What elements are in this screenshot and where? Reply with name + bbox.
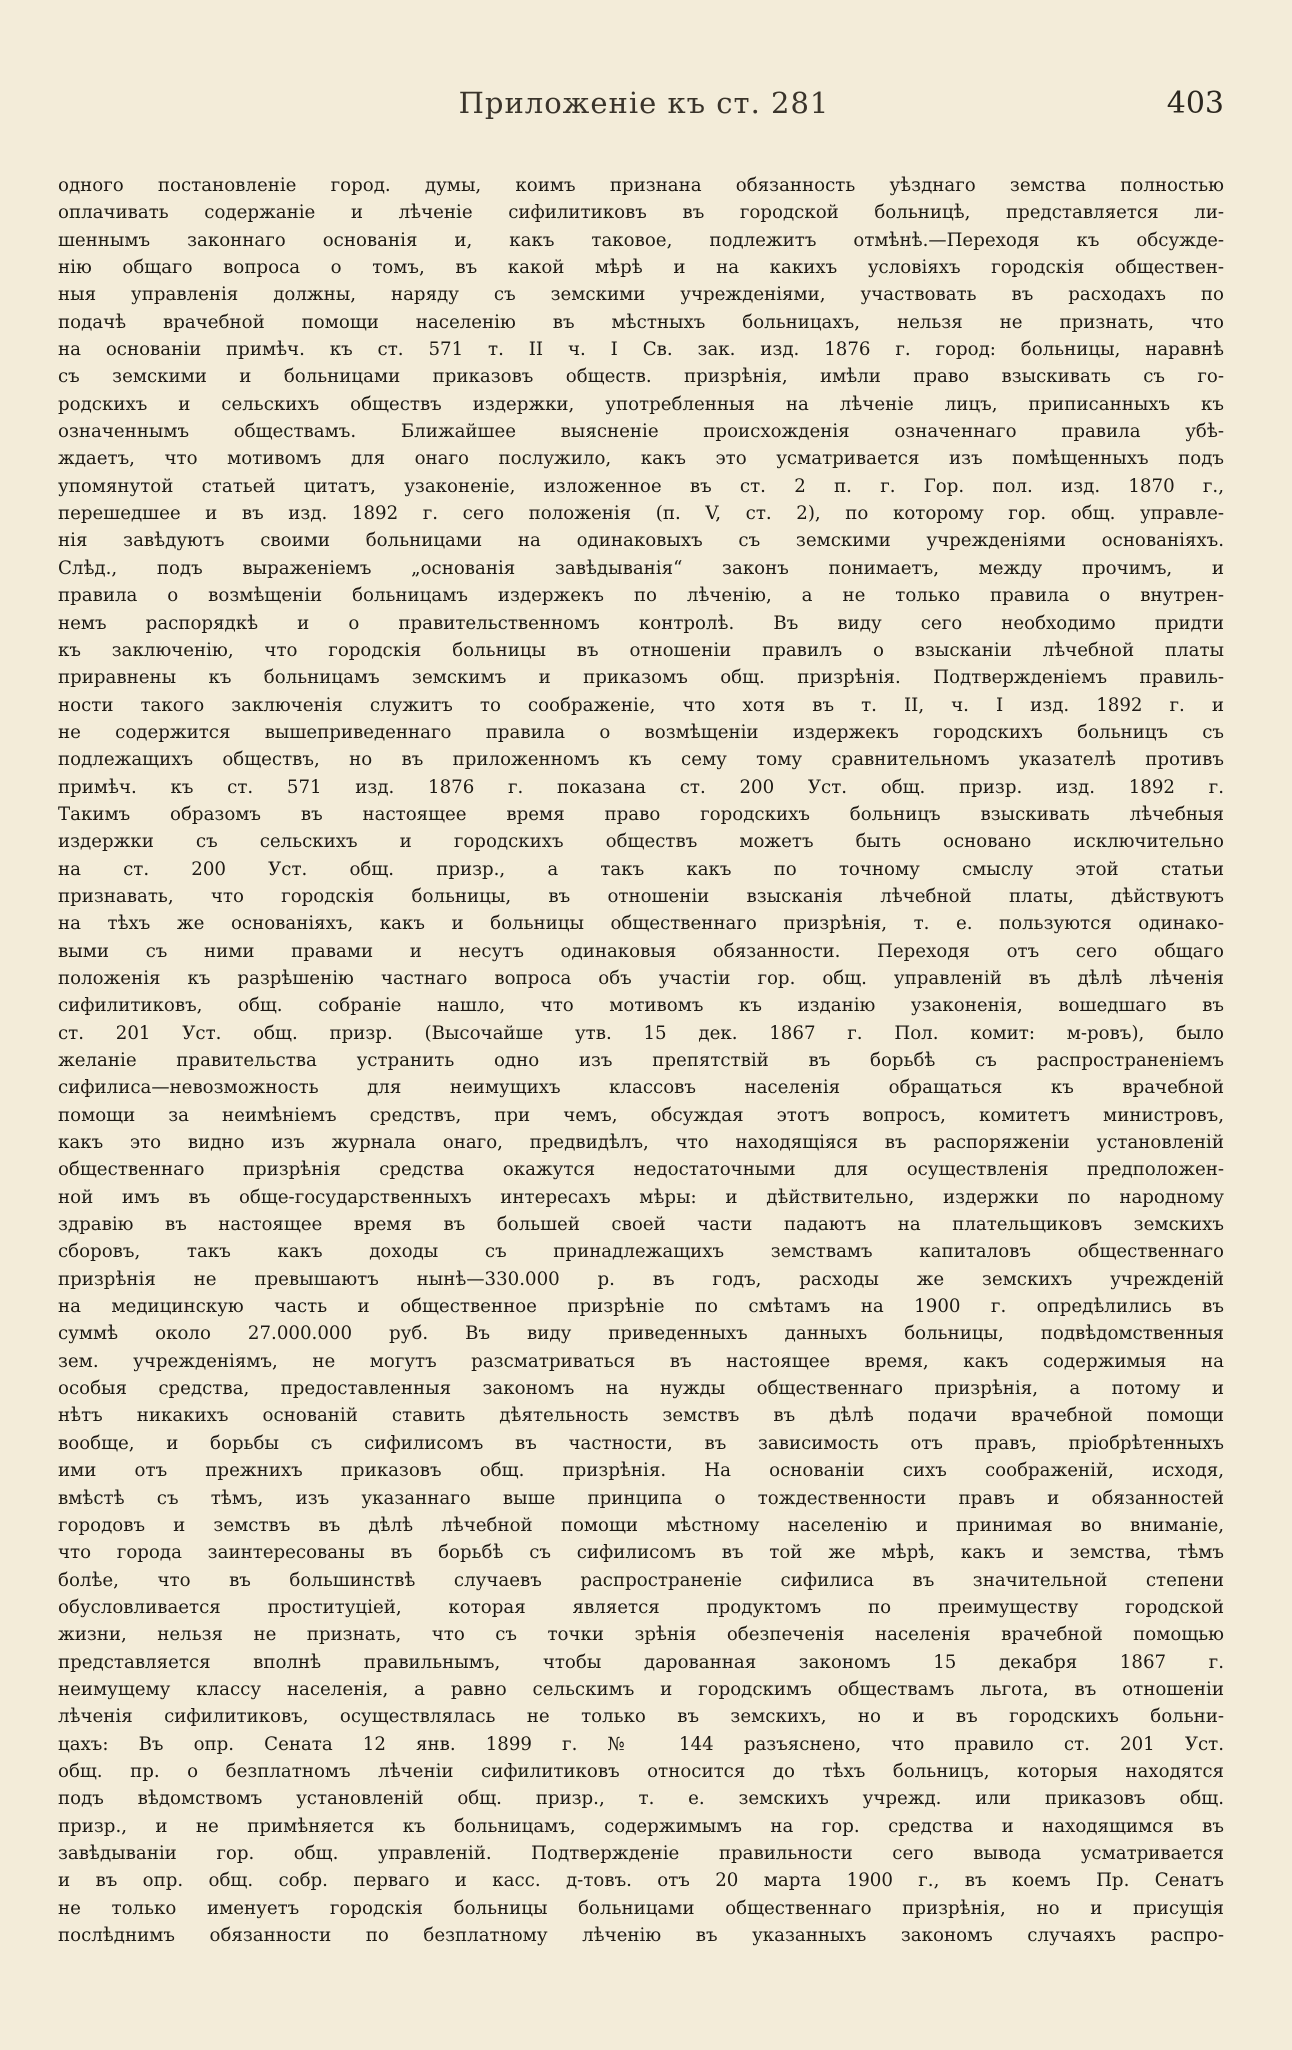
text-line: положенiя къ разрѣшенiю частнаго вопроса объ участiи гор. общ. управленiй въ дѣлѣ лѣченiя <box>58 967 1224 989</box>
text-line: общ. пр. о безплатномъ лѣченiи сифилитиковъ относится до тѣхъ больницъ, которыя находятся <box>58 1760 1224 1782</box>
text-line: городовъ и земствъ въ дѣлѣ лѣчебной помощи мѣстному населенiю и принимая во вниманiе, <box>58 1514 1224 1536</box>
text-line: издержки съ сельскихъ и городскихъ обществъ можетъ быть основано исключительно <box>58 831 1224 853</box>
text-line: подачѣ врачебной помощи населенiю въ мѣстныхъ больницахъ, нельзя не признать, что <box>58 311 1224 333</box>
text-line: Такимъ образомъ въ настоящее время право городскихъ больницъ взыскивать лѣчебныя <box>58 803 1224 825</box>
running-title: Приложенiе къ ст. 281 <box>458 86 830 120</box>
text-line: призр., и не примѣняется къ больницамъ, содержимымъ на гор. средства и находящимся въ <box>58 1815 1224 1837</box>
text-line: на медицинскую часть и общественное призрѣнiе по смѣтамъ на 1900 г. опредѣлились въ <box>58 1296 1224 1318</box>
text-line: подъ вѣдомствомъ установленiй общ. призр., т. е. земскихъ учрежд. или приказовъ общ. <box>58 1788 1224 1810</box>
text-line: какъ это видно изъ журнала онаго, предвидѣлъ, что находящiяся въ распоряженiи установленiй <box>58 1132 1224 1154</box>
text-line: означеннымъ обществамъ. Ближайшее выясненiе происхожденiя означеннаго правила убѣ- <box>58 421 1224 443</box>
text-line: послѣднимъ обязанности по безплатному лѣченiю въ указанныхъ закономъ случаяхъ распро- <box>58 1925 1224 1946</box>
text-line: неимущему классу населенiя, а равно сельскимъ и городскимъ обществамъ льгота, въ отношенiи <box>58 1678 1224 1700</box>
text-line: вмѣстѣ съ тѣмъ, изъ указаннаго выше принципа о тождественности правъ и обязанностей <box>58 1487 1224 1509</box>
text-line: ной имъ въ обще-государственныхъ интересахъ мѣры: и дѣйствительно, издержки по народному <box>58 1186 1224 1208</box>
page-header <box>64 86 1224 132</box>
text-line: на тѣхъ же основанiяхъ, какъ и больницы общественнаго призрѣнiя, т. е. пользуются одинако- <box>58 913 1224 935</box>
text-line: родскихъ и сельскихъ обществъ издержки, употребленныя на лѣченiе лицъ, приписанныхъ къ <box>58 393 1224 415</box>
text-line: общественнаго призрѣнiя средства окажутся недостаточными для осуществленiя предположен- <box>58 1159 1224 1181</box>
text-line: сифилитиковъ, общ. собранiе нашло, что мотивомъ къ изданiю узаконенiя, вошедшаго въ <box>58 995 1224 1017</box>
text-line: съ земскими и больницами приказовъ обществ. призрѣнiя, имѣли право взыскивать съ го- <box>58 366 1224 388</box>
text-line: болѣе, что въ большинствѣ случаевъ распространенiе сифилиса въ значительной степени <box>58 1569 1224 1591</box>
text-line: что города заинтересованы въ борьбѣ съ сифилисомъ въ той же мѣрѣ, какъ и земства, тѣмъ <box>58 1542 1224 1564</box>
text-line: на ст. 200 Уст. общ. призр., а такъ какъ по точному смыслу этой статьи <box>58 858 1224 880</box>
text-line: сифилиса—невозможность для неимущихъ классовъ населенiя обращаться къ врачебной <box>58 1077 1224 1099</box>
text-line: упомянутой статьей цитатъ, узаконенiе, изложенное въ ст. 2 п. г. Гор. пол. изд. 1870 г., <box>58 475 1224 497</box>
text-line: сборовъ, такъ какъ доходы съ принадлежащихъ земствамъ капиталовъ общественнаго <box>58 1241 1224 1263</box>
text-line: ности такого заключенiя служитъ то соображенiе, что хотя въ т. II, ч. I изд. 1892 г. и <box>58 694 1224 716</box>
text-line: лѣченiя сифилитиковъ, осуществлялась не только въ земскихъ, но и въ городскихъ больни- <box>58 1706 1224 1728</box>
text-line: одного постановленiе город. думы, коимъ признана обязанность уѣзднаго земства полностью <box>58 175 1224 196</box>
text-line: ныя управленiя должны, наряду съ земскими учрежденiями, участвовать въ расходахъ по <box>58 284 1224 306</box>
text-line: обусловливается проституцiей, которая является продуктомъ по преимуществу городской <box>58 1596 1224 1618</box>
text-line: суммѣ около 27.000.000 руб. Въ виду приведенныхъ данныхъ больницы, подвѣдомственныя <box>58 1323 1224 1345</box>
text-line: правила о возмѣщенiи больницамъ издержекъ по лѣченiю, а не только правила о внутрен- <box>58 585 1224 607</box>
text-line: признавать, что городскiя больницы, въ отношенiи взысканiя лѣчебной платы, дѣйствуютъ <box>58 885 1224 907</box>
text-line: ст. 201 Уст. общ. призр. (Высочайше утв. 15 дек. 1867 г. Пол. комит: м-ровъ), было <box>58 1022 1224 1044</box>
text-line: немъ распорядкѣ и о правительственномъ контролѣ. Въ виду сего необходимо придти <box>58 612 1224 634</box>
text-line: примѣч. къ ст. 571 изд. 1876 г. показана ст. 200 Уст. общ. призр. изд. 1892 г. <box>58 776 1224 798</box>
page-number: 403 <box>1166 86 1224 121</box>
text-line: на основанiи примѣч. къ ст. 571 т. II ч. I Св. зак. изд. 1876 г. город: больницы, наравнѣ <box>58 339 1224 361</box>
text-line: представляется вполнѣ правильнымъ, чтобы дарованная закономъ 15 декабря 1867 г. <box>58 1651 1224 1673</box>
text-line: нiю общаго вопроса о томъ, въ какой мѣрѣ и на какихъ условiяхъ городскiя обществен- <box>58 257 1224 279</box>
text-line: Слѣд., подъ выраженiемъ „основанiя завѣдыванiя“ законъ понимаетъ, между прочимъ, и <box>58 557 1224 579</box>
text-line: приравнены къ больницамъ земскимъ и приказомъ общ. призрѣнiя. Подтвержденiемъ правиль- <box>58 667 1224 689</box>
text-line: не только именуетъ городскiя больницы больницами общественнаго призрѣнiя, но и присущiя <box>58 1897 1224 1919</box>
text-line: призрѣнiя не превышаютъ нынѣ—330.000 р. въ годъ, расходы же земскихъ учрежденiй <box>58 1268 1224 1290</box>
text-line: ими отъ прежнихъ приказовъ общ. призрѣнiя. На основанiи сихъ соображенiй, исходя, <box>58 1460 1224 1482</box>
text-line: желанiе правительства устранить одно изъ препятствiй въ борьбѣ съ распространенiемъ <box>58 1050 1224 1071</box>
text-line: помощи за неимѣнiемъ средствъ, при чемъ, обсуждая этотъ вопросъ, комитетъ министровъ, <box>58 1104 1224 1126</box>
text-line: не содержится вышеприведеннаго правила о возмѣщенiи издержекъ городскихъ больницъ съ <box>58 721 1224 743</box>
text-line: къ заключенiю, что городскiя больницы въ отношенiи правилъ о взысканiи лѣчебной платы <box>58 639 1224 661</box>
text-line: шеннымъ законнаго основанiя и, какъ таковое, подлежитъ отмѣнѣ.—Переходя къ обсужде- <box>58 229 1224 251</box>
text-line: завѣдыванiи гор. общ. управленiй. Подтвержденiе правильности сего вывода усматривается <box>58 1842 1224 1864</box>
text-line: особыя средства, предоставленныя закономъ на нужды общественнаго призрѣнiя, а потому и <box>58 1378 1224 1400</box>
text-line: ждаетъ, что мотивомъ для онаго послужило, какъ это усматривается изъ помѣщенныхъ подъ <box>58 448 1224 470</box>
text-line: подлежащихъ обществъ, но въ приложенномъ къ сему тому сравнительномъ указателѣ противъ <box>58 749 1224 771</box>
text-line: нѣтъ никакихъ основанiй ставить дѣятельность земствъ въ дѣлѣ подачи врачебной помощи <box>58 1405 1224 1427</box>
text-line: оплачивать содержанiе и лѣченiе сифилитиковъ въ городской больницѣ, представляется ли- <box>58 202 1224 224</box>
text-line: перешедшее и въ изд. 1892 г. сего положенiя (п. V, ст. 2), по которому гор. общ. управле- <box>58 503 1224 525</box>
text-line: и въ опр. общ. собр. перваго и касс. д-товъ. отъ 20 марта 1900 г., въ коемъ Пр. Сенатъ <box>58 1870 1224 1892</box>
text-line: жизни, нельзя не признать, что съ точки зрѣнiя обезпеченiя населенiя врачебной помощью <box>58 1624 1224 1646</box>
text-line: зем. учрежденiямъ, не могутъ разсматриваться въ настоящее время, какъ содержимыя на <box>58 1350 1224 1372</box>
text-line: нiя завѣдуютъ своими больницами на одинаковыхъ съ земскими учрежденiями основанiяхъ. <box>58 530 1224 552</box>
text-line: здравiю въ настоящее время въ большей своей части падаютъ на плательщиковъ земскихъ <box>58 1214 1224 1236</box>
text-line: цахъ: Въ опр. Сената 12 янв. 1899 г. № 144 разъяснено, что правило ст. 201 Уст. <box>58 1733 1224 1755</box>
text-line: вообще, и борьбы съ сифилисомъ въ частности, въ зависимость отъ правъ, прiобрѣтенныхъ <box>58 1432 1224 1454</box>
body-text <box>58 172 1224 1949</box>
text-line: выми съ ними правами и несутъ одинаковыя обязанности. Переходя отъ сего общаго <box>58 940 1224 962</box>
